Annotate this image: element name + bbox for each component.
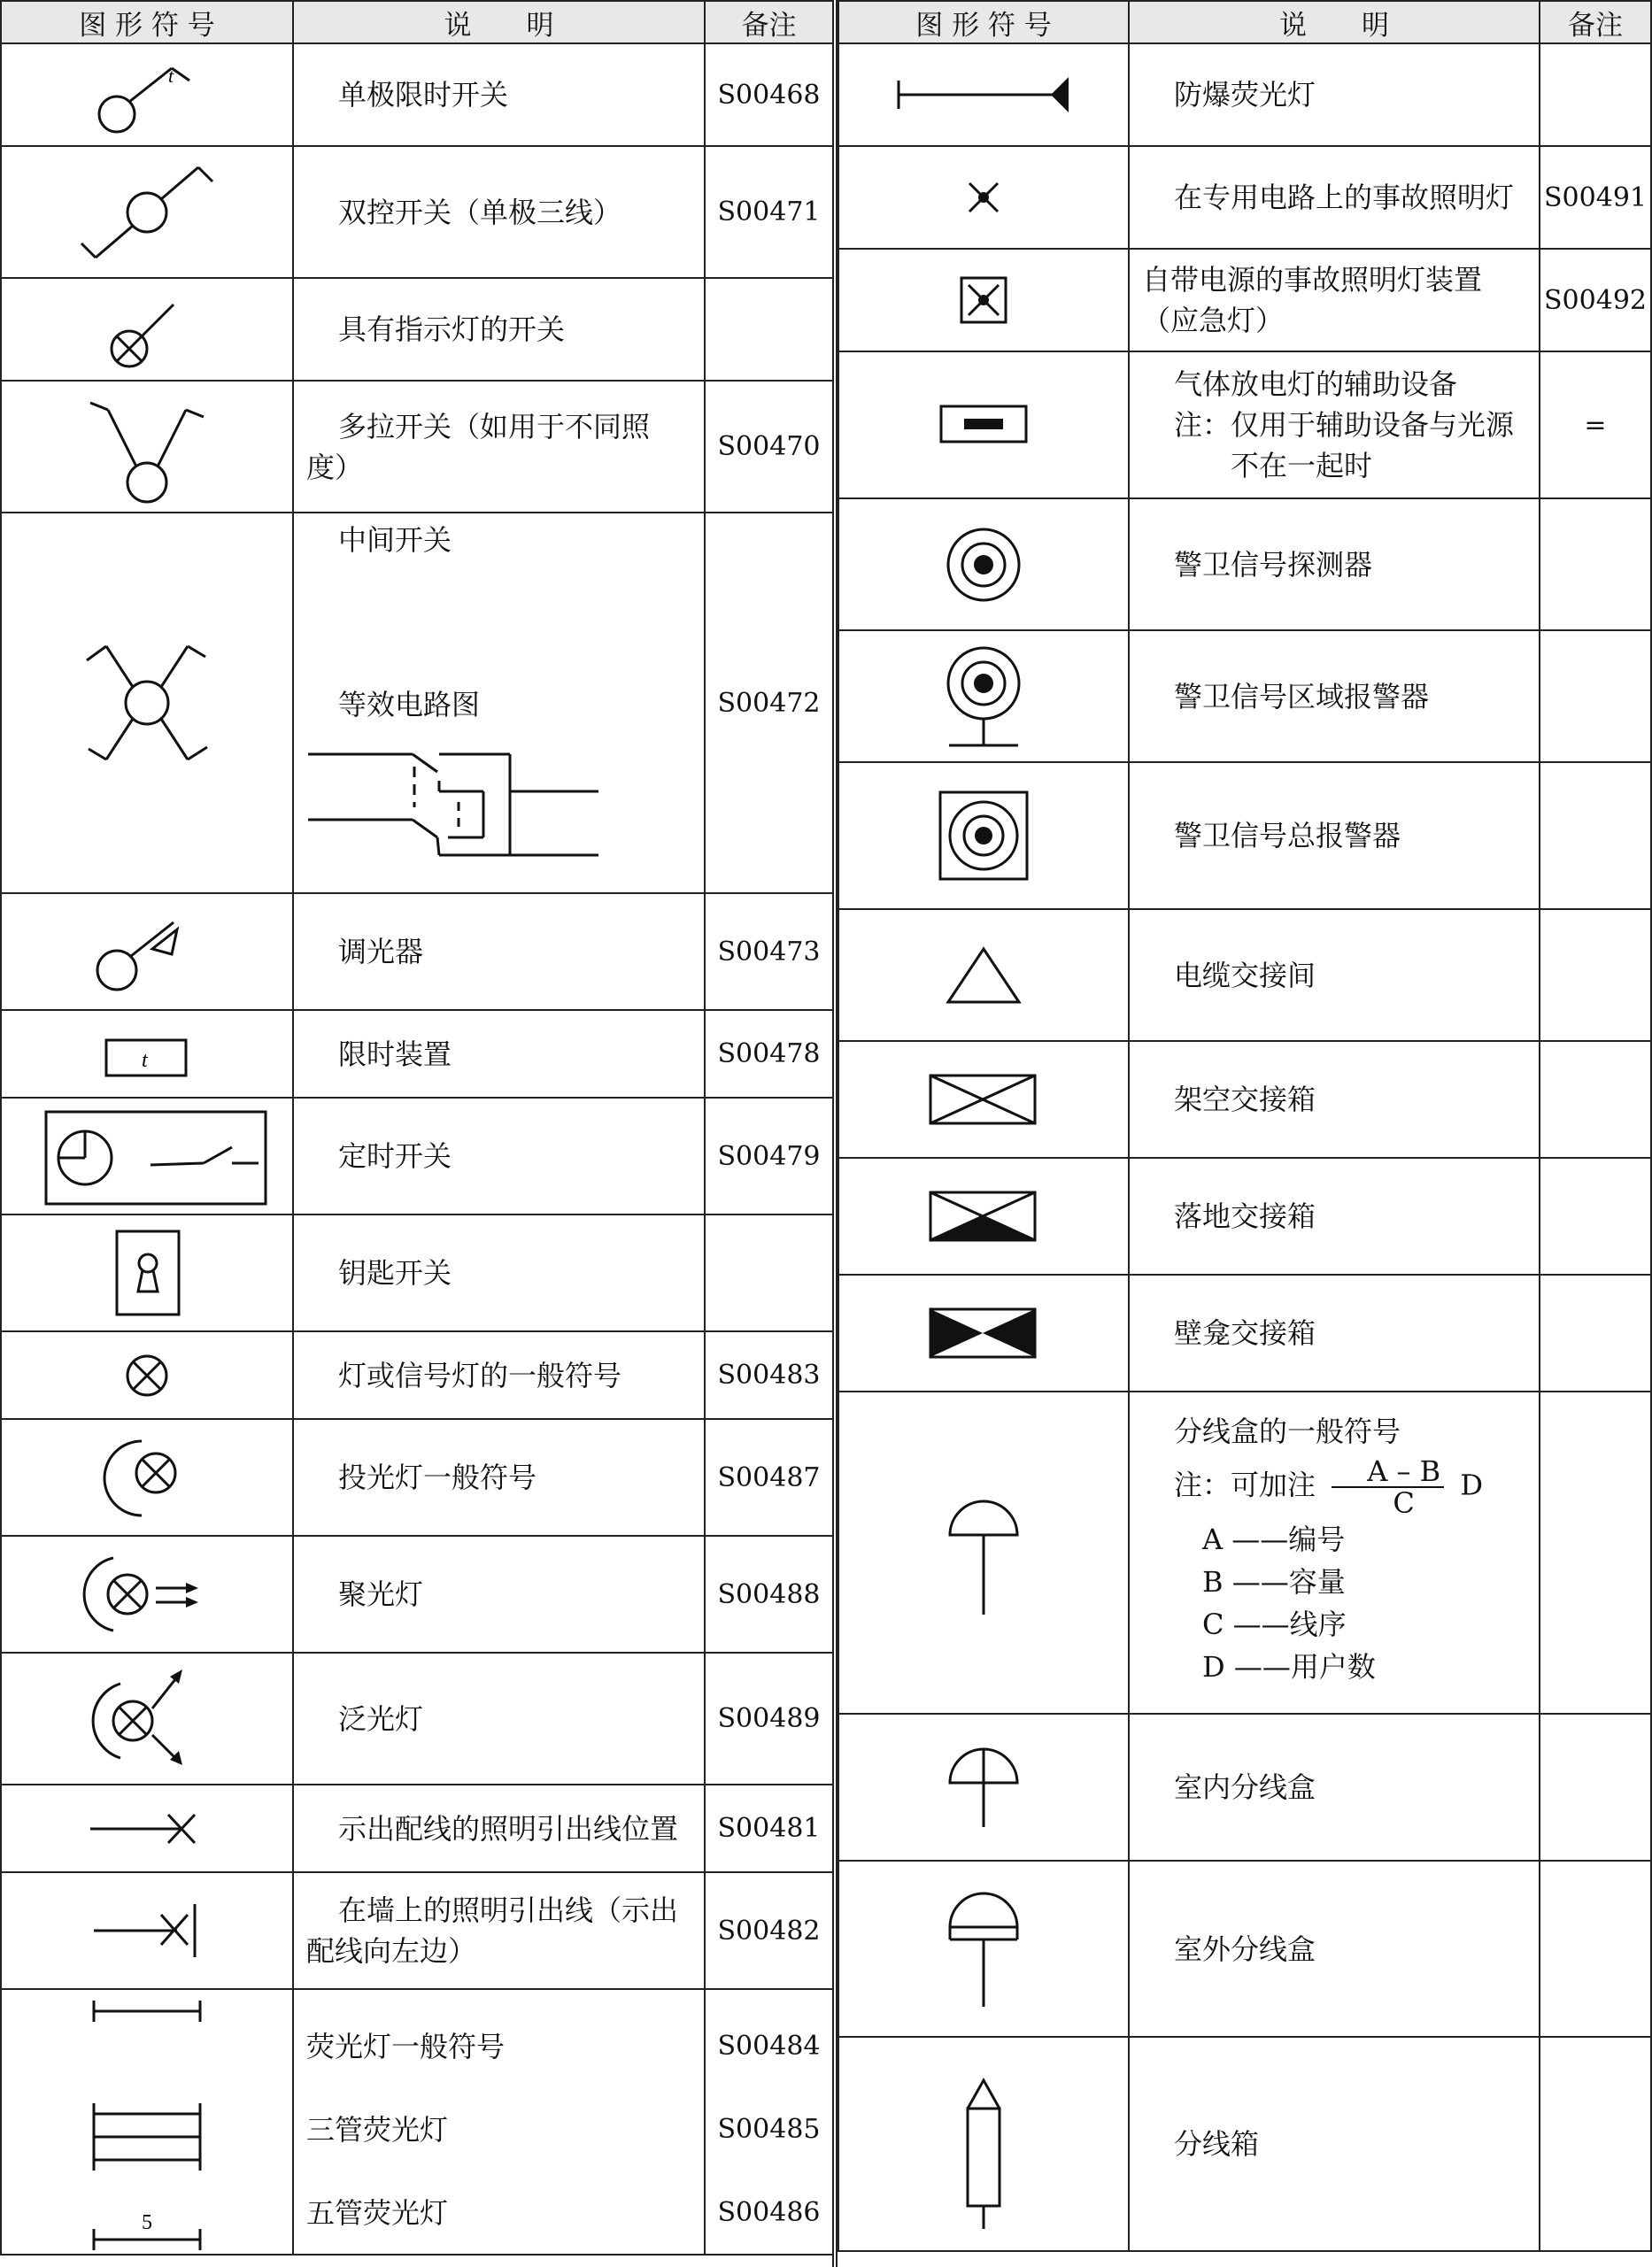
note-cell: S00488 (705, 1536, 833, 1653)
equivalent-circuit-diagram (306, 731, 607, 864)
table-row (1, 1098, 833, 1214)
note-cell (1540, 630, 1651, 762)
desc-cell: 防爆荧光灯 (1129, 43, 1540, 146)
table-row (1, 43, 833, 146)
note-text: S00484 (717, 2031, 821, 2062)
symbol-label-t: t (142, 1048, 148, 1072)
table-row (838, 909, 1651, 1041)
note-cell (1540, 1861, 1651, 2037)
guard-signal-master-alarm-icon (935, 787, 1032, 884)
desc-cell: 架空交接箱 (1129, 1041, 1540, 1158)
desc-cell: 灯或信号灯的一般符号 (293, 1331, 705, 1419)
table-row (838, 43, 1651, 146)
table-row (1, 1419, 833, 1536)
table-row (1, 278, 833, 381)
note-cell (1540, 43, 1651, 146)
table-row (1, 1010, 833, 1098)
legend-item: A ——编号 (1202, 1523, 1346, 1556)
intermediate-switch-icon (58, 614, 235, 791)
desc-cell: 电缆交接间 (1129, 909, 1540, 1041)
distribution-cabinet-icon (948, 2055, 1019, 2232)
note-cell: S00483 (705, 1331, 833, 1419)
lamp-general-icon (112, 1340, 182, 1411)
left-header-row (1, 1, 833, 43)
note-cell: S00478 (705, 1010, 833, 1098)
two-way-switch-icon (50, 155, 244, 270)
table-row (1, 1872, 833, 1989)
note-cell (1540, 498, 1651, 630)
note-cell (705, 1214, 833, 1331)
note-cell (1540, 1158, 1651, 1275)
single-pole-timer-switch-icon (67, 50, 227, 139)
note-cell: S00481 (705, 1785, 833, 1872)
indicator-lamp-switch-icon (67, 285, 227, 374)
fraction-numerator: A – B (1332, 1456, 1444, 1488)
desc-cell: 投光灯一般符号 (293, 1419, 705, 1536)
header-note: 备注 (705, 1, 833, 43)
note-cell (705, 278, 833, 381)
desc-cell: 双控开关（单极三线） (293, 146, 705, 278)
note-cell (1540, 1392, 1651, 1714)
self-powered-emergency-light-icon (953, 269, 1015, 331)
lighting-outlet-position-icon (85, 1802, 209, 1855)
desc-cell: 定时开关 (293, 1098, 705, 1214)
table-row (1, 1653, 833, 1785)
desc-cell: 限时装置 (293, 1010, 705, 1098)
table-row (838, 146, 1651, 249)
note-text: S00486 (717, 2197, 821, 2228)
note-cell (1540, 1041, 1651, 1158)
note-cell (1540, 1275, 1651, 1392)
note-cell: S00472 (705, 513, 833, 893)
note-cell: S00489 (705, 1653, 833, 1785)
note-cell: S00473 (705, 893, 833, 1010)
table-row (1, 513, 833, 893)
note-cell: = (1540, 351, 1651, 498)
desc-cell: 分线箱 (1129, 2037, 1540, 2251)
floor-junction-box-icon (922, 1185, 1046, 1247)
desc-cell: 多拉开关（如用于不同照度） (293, 381, 705, 513)
right-symbol-table (838, 0, 1652, 2252)
indoor-distribution-box-icon (939, 1739, 1028, 1836)
table-row (838, 351, 1651, 498)
note-cell: S00491 (1540, 146, 1651, 249)
legend-item: C ——线序 (1202, 1608, 1347, 1641)
formula-fraction (1332, 1456, 1444, 1518)
desc-text: 中间开关 (338, 523, 452, 557)
desc-note: 注：仅用于辅助设备与光源 (1174, 408, 1515, 442)
legend-item: B ——容量 (1202, 1565, 1346, 1599)
note-cell: S00487 (705, 1419, 833, 1536)
note-cell (1540, 762, 1651, 909)
table-row (838, 1861, 1651, 2037)
desc-cell: 泛光灯 (293, 1653, 705, 1785)
desc-text: 气体放电灯的辅助设备 (1174, 367, 1458, 401)
desc-cell: 单极限时开关 (293, 43, 705, 146)
table-row (1, 893, 833, 1010)
desc-cell: 示出配线的照明引出线位置 (293, 1785, 705, 1872)
table-row (838, 2037, 1651, 2251)
fluorescent-lamps-icon (85, 1990, 209, 2250)
table-row (838, 249, 1651, 351)
time-delay-device-icon (94, 1028, 200, 1081)
desc-cell: 室外分线盒 (1129, 1861, 1540, 2037)
table-row (1, 381, 833, 513)
table-row (1, 1536, 833, 1653)
desc-cell: 警卫信号探测器 (1129, 498, 1540, 630)
note-cell: S00468 (705, 43, 833, 146)
floodlight-icon (67, 1657, 227, 1781)
guard-signal-zone-alarm-icon (935, 639, 1032, 754)
right-header-row (838, 1, 1651, 43)
table-row (838, 762, 1651, 909)
desc-text-equivalent: 等效电路图 (338, 688, 481, 721)
table-row (838, 1275, 1651, 1392)
desc-cell: 警卫信号区域报警器 (1129, 630, 1540, 762)
gas-discharge-auxiliary-icon (930, 394, 1037, 456)
overhead-junction-box-icon (922, 1068, 1046, 1130)
table-row (838, 498, 1651, 630)
note-text: S00485 (717, 2114, 821, 2145)
table-row (1, 1331, 833, 1419)
spotlight-icon (67, 1546, 227, 1643)
symbol-label-5: 5 (142, 2211, 152, 2234)
note-cell: S00492 (1540, 249, 1651, 351)
timer-switch-icon (14, 1103, 280, 1209)
wall-lighting-outlet-icon (85, 1895, 209, 1966)
desc-cell: 在专用电路上的事故照明灯 (1129, 146, 1540, 249)
table-row (1, 146, 833, 278)
table-row (1, 1214, 833, 1331)
header-note: 备注 (1540, 1, 1651, 43)
table-row (838, 1158, 1651, 1275)
desc-text: 五管荧光灯 (306, 2196, 449, 2230)
guard-signal-detector-icon (939, 520, 1028, 609)
note-cell (1540, 2037, 1651, 2251)
table-row (1, 1785, 833, 1872)
desc-cell: 具有指示灯的开关 (293, 278, 705, 381)
desc-cell: 在墙上的照明引出线（示出配线向左边） (293, 1872, 705, 1989)
desc-text: 荧光灯一般符号 (306, 2030, 506, 2063)
formula-suffix: D (1460, 1468, 1483, 1502)
desc-cell: 壁龛交接箱 (1129, 1275, 1540, 1392)
table-row (838, 1714, 1651, 1861)
legend-item: D ——用户数 (1202, 1650, 1376, 1684)
multi-position-switch-icon (58, 385, 235, 509)
table-row (1, 1989, 833, 2255)
projector-lamp-icon (94, 1429, 200, 1526)
outdoor-distribution-box-icon (939, 1883, 1028, 2016)
table-row (838, 630, 1651, 762)
note-cell: S00470 (705, 381, 833, 513)
note-cell: S00479 (705, 1098, 833, 1214)
desc-cell: 调光器 (293, 893, 705, 1010)
desc-text: 三管荧光灯 (306, 2113, 449, 2147)
header-symbol: 图 形 符 号 (838, 1, 1129, 43)
note-cell (1540, 1714, 1651, 1861)
desc-note-continued: 不在一起时 (1231, 449, 1373, 482)
desc-cell: 室内分线盒 (1129, 1714, 1540, 1861)
table-row (838, 1041, 1651, 1158)
explosion-proof-fluorescent-icon (886, 68, 1081, 121)
desc-text: 分线盒的一般符号 (1174, 1415, 1401, 1448)
desc-cell: 落地交接箱 (1129, 1158, 1540, 1275)
desc-cell: 警卫信号总报警器 (1129, 762, 1540, 909)
table-row (838, 1392, 1651, 1714)
note-cell (1540, 909, 1651, 1041)
desc-cell: 自带电源的事故照明灯装置（应急灯） (1129, 249, 1540, 351)
symbol-label-t: t (168, 65, 174, 87)
header-desc: 说 明 (293, 1, 705, 43)
cable-junction-room-icon (939, 940, 1028, 1011)
header-desc: 说 明 (1129, 1, 1540, 43)
distribution-box-general-icon (939, 1482, 1028, 1623)
fraction-denominator: C (1393, 1486, 1415, 1520)
note-cell: S00482 (705, 1872, 833, 1989)
dimmer-icon (67, 903, 227, 1000)
header-symbol: 图 形 符 号 (1, 1, 293, 43)
formula-prefix: 注：可加注 (1174, 1468, 1316, 1502)
key-switch-icon (103, 1224, 191, 1322)
desc-cell: 聚光灯 (293, 1536, 705, 1653)
desc-cell: 钥匙开关 (293, 1214, 705, 1331)
wall-niche-junction-box-icon (922, 1302, 1046, 1364)
note-cell: S00471 (705, 146, 833, 278)
emergency-light-dedicated-circuit-icon (957, 171, 1010, 224)
